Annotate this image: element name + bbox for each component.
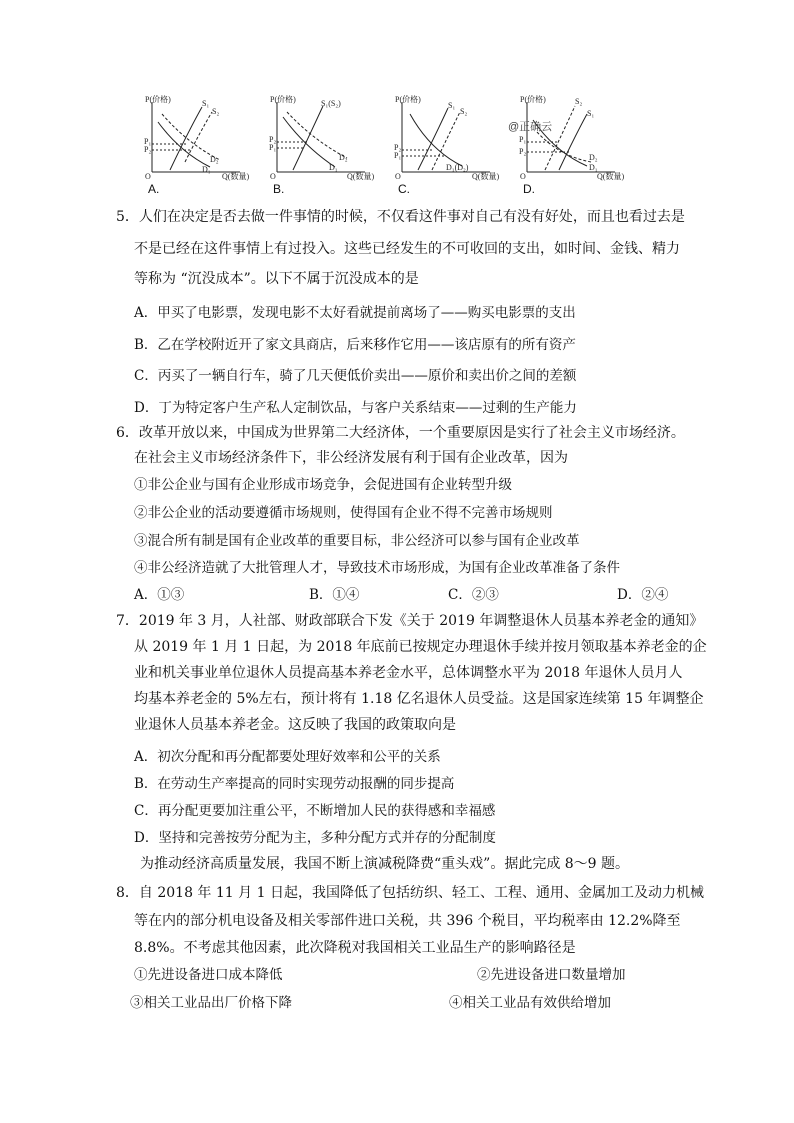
q7-stem-line: 业和机关事业单位退休人员提高基本养老金水平，总体调整水平为 2018 年退休人员月人 <box>134 665 683 681</box>
q5-option-a: A．甲买了电影票，发现电影不太好看就提前离场了——购买电影票的支出 <box>134 305 576 321</box>
supply-demand-graphs <box>140 92 625 200</box>
s-label: S₁ <box>202 99 210 108</box>
q6-item: ①非公企业与国有企业形成市场竞争，会促进国有企业转型升级 <box>134 477 512 493</box>
d-label: D₁ <box>329 163 338 172</box>
q7-stem-line: 业退休人员基本养老金。这反映了我国的政策取向是 <box>134 717 456 733</box>
graph-d-plot <box>515 92 625 182</box>
d-label: D₁ <box>589 163 598 172</box>
y-axis-label: P(价格) <box>520 95 546 104</box>
watermark: @正确云 <box>508 121 553 133</box>
p-label: P₁ <box>394 151 402 160</box>
q5-stem-line: 不是已经在这件事情上有过投入。这些已经发生的不可收回的支出，如时间、金钱、精力 <box>134 241 680 257</box>
s-label: S₁(S₂) <box>321 99 341 108</box>
q5-stem-line: 5．人们在决定是否去做一件事情的时候，不仅看这件事对自己有没有好处，而且也看过去是 <box>116 209 685 225</box>
y-axis-label: P(价格) <box>395 95 421 104</box>
q8-stem-line: 等在内的部分机电设备及相关零部件进口关税，共 396 个税目，平均税率由 12.2%降至 <box>134 913 681 929</box>
s-label: S₂ <box>212 107 220 116</box>
x-axis-label: Q(数量) <box>597 172 625 181</box>
q6-choice-b: B．①④ <box>309 587 360 603</box>
q6-stem-line: 在社会主义市场经济条件下，非公经济发展有利于国有企业改革，因为 <box>134 450 568 466</box>
q7-option-b: B．在劳动生产率提高的同时实现劳动报酬的同步提高 <box>134 776 455 792</box>
graph-c-plot <box>390 92 500 182</box>
origin-label: O <box>520 172 526 181</box>
graph-a-plot <box>140 92 250 182</box>
s-label: S₁ <box>448 101 456 110</box>
q5-stem-line: 等称为 “沉没成本”。以下不属于沉没成本的是 <box>134 271 419 287</box>
p-label: P₁ <box>269 143 277 152</box>
graph-a <box>140 92 250 200</box>
y-axis-label: P(价格) <box>145 95 171 104</box>
y-axis-label: P(价格) <box>270 95 296 104</box>
q6-stem-line: 6．改革开放以来，中国成为世界第二大经济体，一个重要原因是实行了社会主义市场经济。 <box>116 425 685 441</box>
graph-caption: A. <box>148 182 160 196</box>
q5-option-b: B．乙在学校附近开了家文具商店，后来移作它用——该店原有的所有资产 <box>134 337 576 353</box>
q7-stem-line: 均基本养老金的 5%左右，预计将有 1.18 亿名退休人员受益。这是国家连续第 15 年调整企 <box>134 691 704 707</box>
q7-stem-line: 从 2019 年 1 月 1 日起，为 2018 年底前已按规定办理退休手续并按月领取基本养老金的企 <box>134 639 707 655</box>
p-label: P₂ <box>394 143 402 152</box>
q6-item: ③混合所有制是国有企业改革的重要目标，非公经济可以参与国有企业改革 <box>134 533 580 549</box>
p-label: P₂ <box>269 135 277 144</box>
q6-choice-a: A．①③ <box>134 587 185 603</box>
q8-item: ④相关工业品有效供给增加 <box>449 995 611 1011</box>
graph-d <box>515 92 625 200</box>
q8-item: ③相关工业品出厂价格下降 <box>130 995 292 1011</box>
graph-caption: C. <box>398 182 410 196</box>
p-label: P₁ <box>144 137 152 146</box>
origin-label: O <box>145 172 151 181</box>
x-axis-label: Q(数量) <box>472 172 500 181</box>
intro-8-9: 为推动经济高质量发展，我国不断上演减税降费“重头戏”。据此完成 8～9 题。 <box>140 856 630 872</box>
p-label: P₁ <box>519 135 527 144</box>
q6-choice-d: D．②④ <box>617 587 669 603</box>
graph-b <box>265 92 375 200</box>
d-label: D₁ <box>202 165 211 174</box>
x-axis-label: Q(数量) <box>222 172 250 181</box>
q7-option-a: A．初次分配和再分配都要处理好效率和公平的关系 <box>134 749 441 765</box>
s-label: S₂ <box>460 107 468 116</box>
d-label: D₂ <box>210 155 219 164</box>
q7-option-c: C．再分配更要加注重公平，不断增加人民的获得感和幸福感 <box>134 803 496 819</box>
d-label: D₂ <box>589 153 598 162</box>
s-label: S₁ <box>587 109 595 118</box>
q6-choice-c: C．②③ <box>448 587 499 603</box>
graph-caption: D. <box>523 182 535 196</box>
q8-stem-line: 8．自 2018 年 11 月 1 日起，我国降低了包括纺织、轻工、工程、通用、金属加工及动力机械 <box>116 885 704 901</box>
q8-stem-line: 8.8%。不考虑其他因素，此次降税对我国相关工业品生产的影响路径是 <box>134 940 576 956</box>
d-label: D₂ <box>339 153 348 162</box>
q6-item: ②非公企业的活动要遵循市场规则，使得国有企业不得不完善市场规则 <box>134 505 553 521</box>
q7-option-d: D．坚持和完善按劳分配为主，多种分配方式并存的分配制度 <box>134 830 496 846</box>
s-label: S₂ <box>575 97 583 106</box>
q8-item: ②先进设备进口数量增加 <box>477 967 626 983</box>
q8-item: ①先进设备进口成本降低 <box>134 967 283 983</box>
x-axis-label: Q(数量) <box>347 172 375 181</box>
origin-label: O <box>395 172 401 181</box>
p-label: P₂ <box>144 145 152 154</box>
p-label: P₂ <box>519 147 527 156</box>
graph-b-plot <box>265 92 375 182</box>
q6-item: ④非公经济造就了大批管理人才，导致技术市场形成，为国有企业改革准备了条件 <box>134 560 620 576</box>
graph-c <box>390 92 500 200</box>
q7-stem-line: 7．2019 年 3 月，人社部、财政部联合下发《关于 2019 年调整退休人员基本养老金的通知》 <box>116 613 704 629</box>
graph-caption: B. <box>273 182 285 196</box>
origin-label: O <box>270 172 276 181</box>
d-label: D₁(D₂) <box>446 163 469 172</box>
q5-option-d: D．丁为特定客户生产私人定制饮品，与客户关系结束——过剩的生产能力 <box>134 400 577 416</box>
q5-option-c: C．丙买了一辆自行车，骑了几天便低价卖出——原价和卖出价之间的差额 <box>134 368 577 384</box>
